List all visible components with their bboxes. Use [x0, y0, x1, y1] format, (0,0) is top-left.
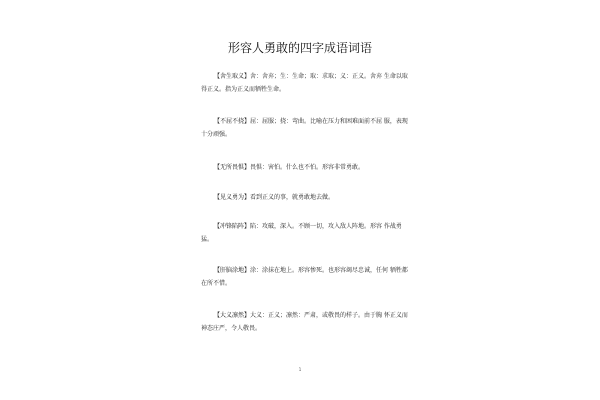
idiom-headword: 【不屈不挠】	[214, 118, 251, 125]
idiom-headword: 【舍生取义】	[214, 73, 251, 80]
idiom-definition: 舍：舍弃；生：生命；取：求取；义：正义。舍弃 生命以取得正义。指为正义而牺牲生命。	[201, 73, 408, 93]
idiom-entry	[201, 264, 411, 290]
idiom-entry	[201, 161, 411, 174]
idiom-headword: 【肝脑涂地】	[214, 267, 251, 274]
idiom-headword: 【见义勇为】	[214, 194, 251, 201]
idiom-definition: 涂：涂抹在地上。形容惨死。也形容竭尽忠诚，任何 牺牲都在所不惜。	[201, 267, 408, 287]
idiom-entry	[201, 309, 411, 335]
idiom-entry	[201, 115, 411, 141]
document-title: 形容人勇敢的四字成语词语	[227, 41, 372, 55]
idiom-entry	[201, 191, 411, 204]
idiom-definition: 畏惧：害怕。什么也不怕。形容非常勇敢。	[250, 164, 365, 171]
idiom-definition: 大义：正义；凛然：严肃，或敬畏的样子。由于胸 怀正义而神态庄严，令人敬畏。	[201, 312, 408, 332]
idiom-entry	[201, 220, 411, 246]
idiom-definition: 屈：屈服；挠：弯曲。比喻在压力和困难面前不屈 服，表现十分顽强。	[201, 118, 408, 138]
idiom-definition: 陷：攻破，深入。不顾一切，攻入敌人阵地。形容 作战勇猛。	[201, 223, 402, 243]
idiom-headword: 【无所畏惧】	[214, 164, 251, 171]
idiom-headword: 【冲锋陷阵】	[214, 223, 251, 230]
page-number: 1	[298, 367, 302, 372]
idiom-entry	[201, 70, 411, 96]
idiom-definition: 看到正义的事，就勇敢地去做。	[250, 194, 335, 201]
idiom-headword: 【大义凛然】	[214, 312, 251, 319]
